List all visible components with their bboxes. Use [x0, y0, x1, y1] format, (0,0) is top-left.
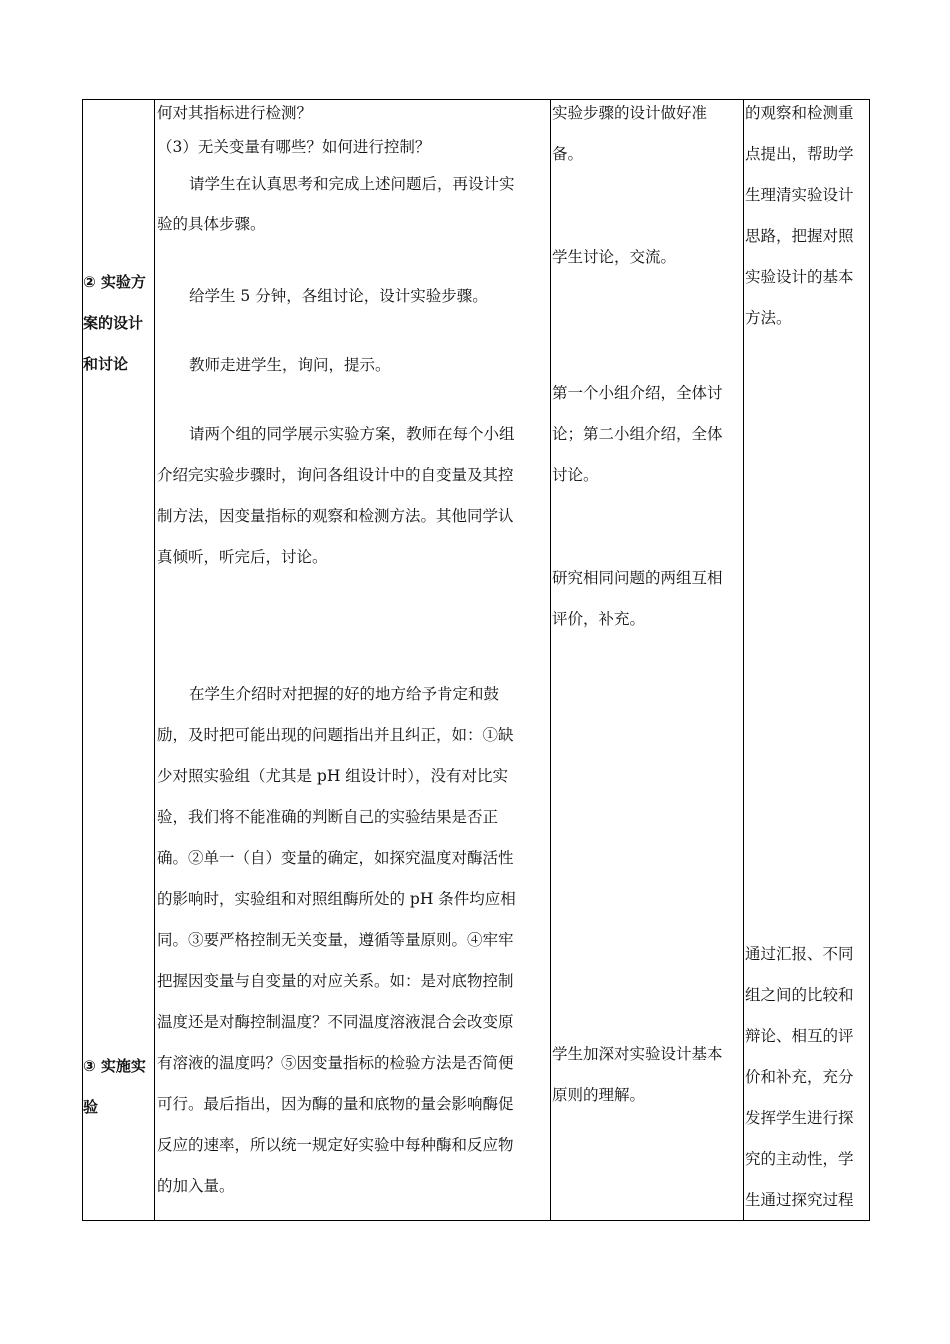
teacher-line: 何对其指标进行检测？ [157, 104, 313, 122]
stage-2-line-1: ② 实验方 [83, 273, 146, 291]
teacher-line: （3）无关变量有哪些？如何进行控制？ [157, 138, 431, 156]
intent-line: 生理清实验设计 [745, 186, 854, 204]
intent-line: 组之间的比较和 [745, 986, 854, 1004]
teacher-line: 给学生 5 分钟，各组讨论，设计实验步骤。 [189, 287, 488, 305]
intent-line: 方法。 [745, 309, 792, 327]
design-intent-cell [744, 100, 870, 1221]
teacher-line: 励，及时把可能出现的问题指出并且纠正，如：①缺 [157, 726, 514, 744]
intent-line: 通过汇报、不同 [745, 945, 854, 963]
intent-line: 的观察和检测重 [745, 104, 854, 122]
teacher-line: 少对照实验组（尤其是 pH 组设计时），没有对比实 [157, 767, 509, 785]
teacher-line: 介绍完实验步骤时，询问各组设计中的自变量及其控 [157, 466, 514, 484]
student-line: 学生讨论，交流。 [552, 248, 677, 266]
teacher-line: 的影响时，实验组和对照组酶所处的 pH 条件均应相 [157, 890, 516, 908]
teacher-line: 反应的速率，所以统一规定好实验中每种酶和反应物 [157, 1136, 514, 1154]
student-line: 讨论。 [552, 466, 599, 484]
student-line: 论；第二小组介绍，全体 [552, 425, 723, 443]
intent-line: 究的主动性，学 [745, 1150, 854, 1168]
student-line: 实验步骤的设计做好准 [552, 104, 708, 122]
stage-3-line-1: ③ 实施实 [83, 1057, 146, 1075]
student-line: 原则的理解。 [552, 1086, 646, 1104]
teacher-line: 验，我们将不能准确的判断自己的实验结果是否正 [157, 808, 499, 826]
teacher-line: 的加入量。 [157, 1177, 235, 1195]
intent-line: 点提出，帮助学 [745, 145, 854, 163]
student-line: 研究相同问题的两组互相 [552, 569, 723, 587]
teacher-line: 真倾听，听完后，讨论。 [157, 548, 328, 566]
intent-line: 思路，把握对照 [745, 227, 854, 245]
student-line: 第一个小组介绍，全体讨 [552, 384, 723, 402]
teacher-line: 在学生介绍时对把握的好的地方给予肯定和鼓 [189, 685, 500, 703]
teacher-line: 请两个组的同学展示实验方案，教师在每个小组 [189, 425, 515, 443]
student-activity-cell [551, 100, 744, 1221]
intent-line: 辩论、相互的评 [745, 1027, 854, 1045]
teacher-line: 验的具体步骤。 [157, 215, 266, 233]
intent-line: 价和补充，充分 [745, 1068, 854, 1086]
student-line: 学生加深对实验设计基本 [552, 1045, 723, 1063]
stage-3-line-2: 验 [83, 1098, 99, 1116]
stage-2-line-2: 案的设计 [83, 314, 144, 332]
teacher-line: 请学生在认真思考和完成上述问题后，再设计实 [189, 175, 515, 193]
intent-line: 实验设计的基本 [745, 268, 854, 286]
teacher-activity-cell [155, 100, 551, 1221]
teacher-line: 制方法，因变量指标的观察和检测方法。其他同学认 [157, 507, 514, 525]
teacher-line: 教师走进学生，询问，提示。 [189, 356, 391, 374]
lesson-plan-table [82, 99, 870, 1221]
teacher-line: 把握因变量与自变量的对应关系。如：是对底物控制 [157, 972, 514, 990]
stage-cell [83, 100, 155, 1221]
teacher-line: 有溶液的温度吗？⑤因变量指标的检验方法是否简便 [157, 1054, 514, 1072]
intent-line: 生通过探究过程 [745, 1191, 854, 1209]
teacher-line: 确。②单一（自）变量的确定，如探究温度对酶活性 [157, 849, 514, 867]
intent-line: 发挥学生进行探 [745, 1109, 854, 1127]
student-line: 评价，补充。 [552, 610, 646, 628]
teacher-line: 温度还是对酶控制温度？不同温度溶液混合会改变原 [157, 1013, 514, 1031]
student-line: 备。 [552, 145, 584, 163]
teacher-line: 可行。最后指出，因为酶的量和底物的量会影响酶促 [157, 1095, 514, 1113]
teacher-line: 同。③要严格控制无关变量，遵循等量原则。④牢牢 [157, 931, 514, 949]
stage-2-line-3: 和讨论 [83, 355, 129, 373]
